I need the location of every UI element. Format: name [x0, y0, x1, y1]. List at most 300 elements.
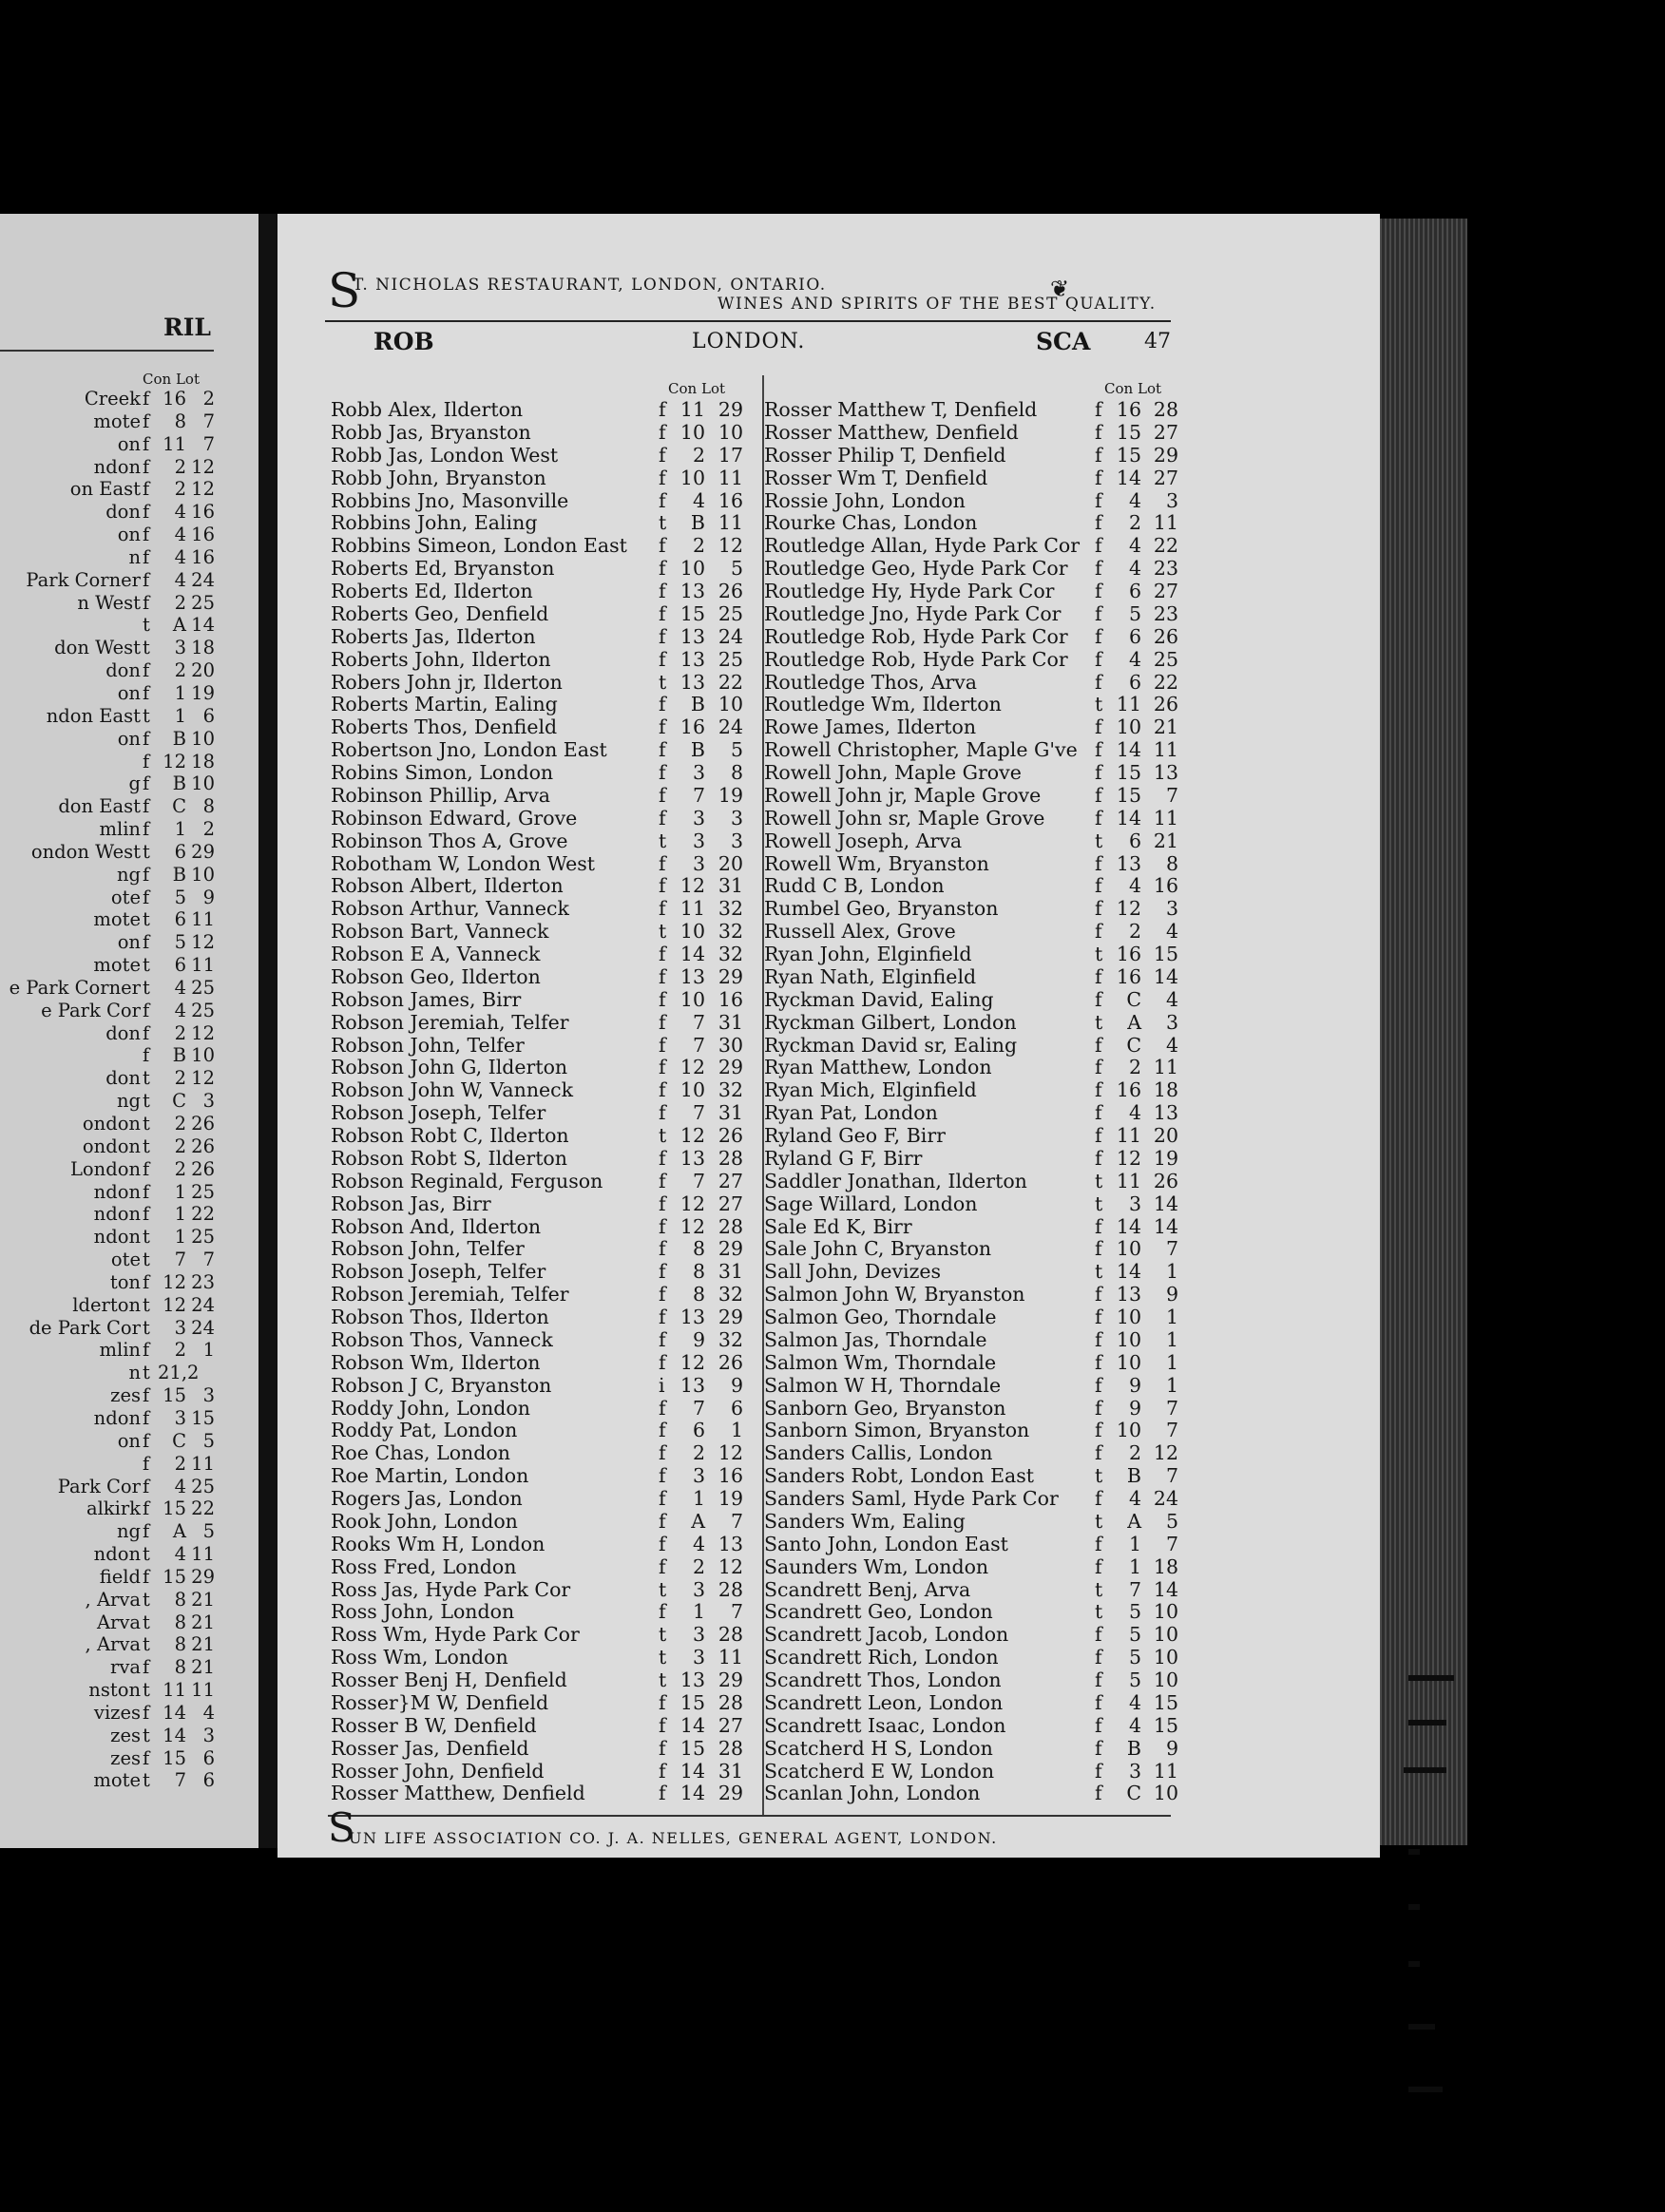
ad-dropcap: S: [328, 1804, 355, 1851]
entry-name: Robb John, Bryanston: [331, 466, 546, 489]
entry-concession: 12: [679, 874, 705, 898]
entry-name: vizes: [93, 1701, 141, 1724]
directory-entry: [764, 1396, 1178, 1421]
directory-entry: [331, 1579, 758, 1602]
entry-name: Robb Jas, Bryanston: [331, 420, 531, 444]
entry-name: Sanders Robt, London East: [764, 1464, 1035, 1488]
directory-entry: [764, 1033, 1178, 1058]
entry-tenure: f: [1095, 1033, 1102, 1057]
directory-entry: [764, 1101, 1178, 1125]
entry-concession: C: [172, 1090, 186, 1113]
entry-concession: C: [172, 1429, 186, 1452]
entry-lot: 4: [202, 1701, 215, 1724]
entry-concession: 8: [692, 1283, 705, 1306]
entry-name: Robson Joseph, Telfer: [331, 1101, 546, 1125]
entry-tenure: t: [1095, 1010, 1103, 1034]
entry-lot: 10: [718, 693, 743, 716]
directory-entry: [0, 1339, 217, 1362]
fleuron-icon: ❦: [1050, 276, 1070, 302]
directory-entry: [764, 398, 1178, 422]
entry-tenure: f: [1095, 1690, 1102, 1714]
entry-concession: 15: [163, 1497, 186, 1520]
entry-lot: 28: [718, 1623, 743, 1647]
entry-concession: 13: [1116, 1283, 1141, 1306]
entry-tenure: f: [143, 1565, 150, 1588]
entry-name: Saunders Wm, London: [764, 1554, 989, 1578]
entry-lot: 11: [718, 1646, 743, 1669]
ad-line: UN LIFE ASSOCIATION CO. J. A. NELLES, GENERAL AGENT, LONDON.: [349, 1829, 998, 1847]
entry-concession: 13: [679, 647, 705, 671]
entry-lot: 12: [718, 1554, 743, 1578]
entry-concession: 12: [163, 750, 186, 772]
entry-tenure: t: [1095, 1464, 1103, 1488]
directory-entry: [764, 1690, 1178, 1715]
entry-concession: 2: [174, 455, 186, 478]
entry-name: nston: [88, 1679, 141, 1702]
entry-tenure: f: [659, 647, 666, 671]
entry-concession: 10: [1116, 1419, 1141, 1442]
entry-name: Ryland G F, Birr: [764, 1146, 923, 1170]
entry-concession: 13: [679, 1306, 705, 1328]
entry-lot: 11: [1153, 1759, 1178, 1783]
entry-name: mote: [93, 410, 141, 432]
entry-name: Russell Alex, Grove: [764, 920, 956, 944]
lot-heading: Lot: [1138, 380, 1162, 397]
entry-tenure: f: [1095, 1736, 1102, 1760]
directory-entry: [331, 1057, 758, 1079]
entry-concession: 13: [679, 580, 705, 602]
directory-entry: [0, 1633, 217, 1656]
entry-lot: 31: [718, 1260, 743, 1284]
entry-concession: 1: [692, 1600, 705, 1624]
page-header-city: LONDON.: [692, 330, 806, 353]
entry-name: Robson Wm, Ilderton: [331, 1350, 541, 1374]
entry-tenure: t: [143, 976, 150, 999]
entry-name: Roddy Pat, London: [331, 1419, 518, 1442]
directory-entry: [0, 1566, 217, 1589]
directory-entry: [0, 659, 217, 682]
entry-concession: C: [172, 795, 186, 818]
entry-lot: 26: [718, 580, 743, 602]
entry-lot: 30: [718, 1033, 743, 1057]
entry-lot: 29: [718, 398, 743, 421]
entry-concession: 4: [174, 999, 186, 1021]
entry-lot: 15: [1153, 1690, 1178, 1714]
entry-concession: 2: [174, 1452, 186, 1475]
entry-concession: 9: [692, 1327, 705, 1351]
entry-concession: 16: [679, 715, 705, 739]
entry-tenure: f: [659, 488, 666, 512]
entry-name: Ryckman David, Ealing: [764, 987, 994, 1011]
entry-lot: 1: [1165, 1350, 1178, 1374]
entry-tenure: t: [143, 1588, 150, 1611]
entry-tenure: f: [659, 1736, 666, 1760]
directory-entry: [331, 739, 758, 762]
entry-lot: 2: [202, 388, 215, 410]
entry-concession: B: [1126, 1736, 1141, 1760]
page-number: 47: [1144, 330, 1171, 353]
entry-concession: 7: [692, 1396, 705, 1420]
entry-name: n: [128, 545, 141, 568]
directory-entry: [331, 966, 758, 989]
entry-concession: 10: [679, 987, 705, 1011]
entry-name: mlin: [99, 1339, 141, 1362]
entry-concession: 7: [692, 783, 705, 807]
entry-tenure: f: [659, 1033, 666, 1057]
directory-entry: [331, 853, 758, 876]
entry-concession: 8: [692, 1237, 705, 1261]
entry-concession: 4: [1128, 647, 1141, 671]
entry-tenure: t: [1095, 1509, 1103, 1533]
entry-concession: 5: [1128, 601, 1141, 625]
entry-concession: 4: [1128, 1713, 1141, 1737]
directory-entry: [764, 1010, 1178, 1035]
directory-entry: [764, 783, 1178, 808]
entry-name: Ryan Pat, London: [764, 1101, 938, 1125]
entry-concession: 13: [1116, 851, 1141, 875]
entry-lot: 14: [1153, 1577, 1178, 1601]
entry-lot: 28: [718, 1736, 743, 1760]
entry-tenure: f: [1095, 1350, 1102, 1374]
entry-tenure: f: [1095, 806, 1102, 830]
entry-concession: 12: [163, 1293, 186, 1316]
entry-tenure: t: [143, 1633, 150, 1656]
entry-lot: 12: [191, 1067, 215, 1090]
directory-entry: [331, 1216, 758, 1239]
directory-entry: [0, 772, 217, 795]
entry-concession: A: [1127, 1509, 1141, 1533]
directory-entry: [0, 864, 217, 887]
entry-lot: 12: [718, 1441, 743, 1465]
entry-name: Robson Robt S, Ilderton: [331, 1146, 567, 1170]
entry-concession: 16: [1116, 964, 1141, 988]
entry-lot: 1: [1165, 1306, 1178, 1328]
directory-entry: [331, 1738, 758, 1761]
directory-entry: [764, 1124, 1178, 1148]
entry-tenure: f: [143, 545, 150, 568]
directory-entry: [0, 1044, 217, 1067]
entry-concession: A: [172, 1520, 186, 1543]
entry-lot: 10: [1153, 1646, 1178, 1669]
directory-entry: [764, 488, 1178, 513]
directory-entry: [0, 818, 217, 841]
directory-entry: [0, 1090, 217, 1113]
entry-name: Robson Bart, Vanneck: [331, 920, 549, 944]
directory-entry: [331, 1193, 758, 1216]
entry-concession: 14: [679, 943, 705, 965]
entry-name: ng: [116, 863, 141, 886]
directory-entry: [764, 1646, 1178, 1669]
entry-concession: 3: [692, 1464, 705, 1488]
entry-concession: 4: [174, 524, 186, 546]
entry-tenure: f: [1095, 1554, 1102, 1578]
entry-concession: 1: [174, 818, 186, 841]
directory-entry: [764, 420, 1178, 445]
entry-tenure: f: [1095, 1056, 1102, 1079]
entry-concession: 4: [1128, 534, 1141, 558]
entry-concession: 10: [1116, 1237, 1141, 1261]
entry-concession: 14: [163, 1724, 186, 1746]
column-heads-right: [764, 378, 1173, 399]
entry-tenure: t: [659, 1124, 667, 1147]
entry-lot: 26: [1153, 624, 1178, 648]
entry-lot: 16: [191, 524, 215, 546]
entry-lot: 7: [202, 432, 215, 455]
entry-lot: 29: [718, 964, 743, 988]
entry-lot: 31: [718, 1010, 743, 1034]
directory-entry: [764, 964, 1178, 989]
entry-lot: 4: [1165, 1033, 1178, 1057]
entry-concession: 12: [679, 1214, 705, 1238]
entry-tenure: t: [659, 670, 667, 694]
entry-tenure: t: [1095, 693, 1103, 716]
entry-tenure: t: [143, 1724, 150, 1746]
entry-lot: 23: [1153, 557, 1178, 581]
directory-entry: [331, 1624, 758, 1647]
entry-tenure: f: [659, 1759, 666, 1783]
entry-lot: 28: [718, 1146, 743, 1170]
entry-concession: 13: [679, 1373, 705, 1397]
entry-name: Robson James, Birr: [331, 987, 522, 1011]
entry-tenure: f: [1095, 580, 1102, 602]
entry-concession: 4: [1128, 1101, 1141, 1125]
entry-lot: 11: [1153, 1056, 1178, 1079]
entry-lot: 13: [1153, 1101, 1178, 1125]
entry-lot: 27: [1153, 420, 1178, 444]
entry-lot: 8: [202, 795, 215, 818]
entry-lot: 3: [202, 1384, 215, 1407]
entry-lot: 12: [718, 534, 743, 558]
entry-name: Scandrett Rich, London: [764, 1646, 999, 1669]
directory-entry: [331, 1035, 758, 1058]
entry-concession: B: [172, 727, 186, 750]
entry-name: lderton: [72, 1293, 141, 1316]
entry-lot: 13: [1153, 761, 1178, 784]
entry-lot: 29: [191, 840, 215, 863]
entry-tenure: f: [1095, 964, 1102, 988]
entry-tenure: f: [659, 1056, 666, 1079]
entry-tenure: f: [659, 1350, 666, 1374]
entry-concession: 5: [1128, 1600, 1141, 1624]
entry-lot: 11: [191, 1452, 215, 1475]
entry-tenure: f: [143, 1475, 150, 1497]
entry-tenure: f: [1095, 601, 1102, 625]
entry-name: Ryckman Gilbert, London: [764, 1010, 1017, 1034]
directory-entry: [764, 1532, 1178, 1556]
directory-entry: [764, 1056, 1178, 1079]
directory-entry: [764, 1327, 1178, 1352]
entry-concession: 7: [1128, 1577, 1141, 1601]
entry-concession: 16: [1116, 1078, 1141, 1102]
entry-lot: 24: [191, 568, 215, 591]
entry-lot: 11: [1153, 806, 1178, 830]
entry-lot: 32: [718, 897, 743, 921]
entry-name: n: [128, 1362, 141, 1384]
directory-entry: [0, 887, 217, 909]
entry-tenure: t: [143, 637, 150, 659]
entry-name: ndon: [93, 1406, 141, 1429]
entry-lot: 15: [191, 1406, 215, 1429]
entry-tenure: f: [143, 772, 150, 795]
entry-concession: 6: [1128, 829, 1141, 852]
directory-entry: [331, 1488, 758, 1511]
entry-lot: 7: [730, 1600, 743, 1624]
entry-lot: 9: [1165, 1736, 1178, 1760]
entry-tenure: f: [1095, 1713, 1102, 1737]
entry-name: Arva: [96, 1611, 141, 1633]
entry-name: mote: [93, 908, 141, 931]
entry-name: Sage Willard, London: [764, 1192, 978, 1215]
entry-concession: 4: [174, 545, 186, 568]
entry-name: Roddy John, London: [331, 1396, 530, 1420]
entry-concession: 3: [174, 637, 186, 659]
entry-name: Creek: [84, 388, 141, 410]
entry-lot: 12: [1153, 1441, 1178, 1465]
entry-concession: 2: [692, 443, 705, 467]
entry-concession: 2: [174, 1157, 186, 1180]
entry-lot: 28: [1153, 398, 1178, 421]
directory-entry: [331, 1352, 758, 1375]
directory-entry: [764, 943, 1178, 966]
entry-lot: 7: [730, 1509, 743, 1533]
entry-concession: 3: [692, 806, 705, 830]
directory-entry: [764, 557, 1178, 581]
entry-tenure: f: [1095, 1396, 1102, 1420]
entry-lot: 15: [1153, 943, 1178, 965]
entry-concession: 5: [1128, 1623, 1141, 1647]
directory-entry: [0, 908, 217, 931]
entry-lot: 16: [718, 1464, 743, 1488]
directory-entry: [331, 1012, 758, 1035]
entry-name: on: [117, 727, 141, 750]
entry-tenure: f: [143, 478, 150, 501]
directory-entry: [331, 672, 758, 695]
entry-name: Sall John, Devizes: [764, 1260, 942, 1284]
directory-entry: [0, 1725, 217, 1747]
entry-tenure: f: [659, 1283, 666, 1306]
page-header-left: ROB: [373, 328, 434, 355]
directory-entry: [331, 467, 758, 490]
entry-tenure: f: [659, 943, 666, 965]
entry-concession: B: [690, 738, 705, 762]
entry-concession: 7: [174, 1769, 186, 1792]
entry-lot: 10: [1153, 1782, 1178, 1805]
entry-name: Robson And, Ilderton: [331, 1214, 542, 1238]
entry-name: Robinson Thos A, Grove: [331, 829, 568, 852]
entry-tenure: t: [143, 908, 150, 931]
con-heading: Con: [668, 380, 698, 397]
entry-name: ondon West: [30, 840, 141, 863]
entry-lot: 27: [718, 1169, 743, 1192]
directory-entry: [331, 626, 758, 649]
entry-tenure: f: [1095, 557, 1102, 581]
directory-entry: [0, 1362, 217, 1384]
entry-tenure: f: [143, 818, 150, 841]
directory-entry: [764, 1237, 1178, 1261]
entry-tenure: t: [143, 954, 150, 977]
entry-name: Salmon W H, Thorndale: [764, 1373, 1002, 1397]
entry-concession: B: [690, 511, 705, 535]
entry-name: zes: [110, 1746, 141, 1769]
entry-name: Rosser Matthew, Denfield: [331, 1782, 585, 1805]
entry-concession: 4: [692, 488, 705, 512]
entry-concession: 14: [163, 1701, 186, 1724]
entry-name: ondon: [82, 1113, 141, 1135]
entry-tenure: t: [143, 1135, 150, 1157]
entry-tenure: f: [143, 524, 150, 546]
entry-name: Rosser John, Denfield: [331, 1759, 545, 1783]
entry-lot: 24: [191, 1293, 215, 1316]
entry-tenure: t: [143, 1090, 150, 1113]
entry-lot: 18: [191, 637, 215, 659]
entry-concession: 4: [1128, 557, 1141, 581]
entry-tenure: f: [659, 1192, 666, 1215]
entry-lot: 28: [718, 1690, 743, 1714]
entry-lot: 32: [718, 920, 743, 944]
directory-entry: [764, 1169, 1178, 1193]
entry-lot: 19: [718, 783, 743, 807]
entry-lot: 14: [191, 614, 215, 637]
entry-lot: 15: [1153, 1713, 1178, 1737]
entry-name: Salmon Geo, Thorndale: [764, 1306, 997, 1328]
entry-lot: 27: [1153, 466, 1178, 489]
entry-name: ng: [116, 1520, 141, 1543]
directory-entry: [764, 738, 1178, 762]
directory-entry: [331, 1534, 758, 1556]
directory-entry: [331, 1669, 758, 1692]
entry-lot: 28: [718, 1577, 743, 1601]
entry-tenure: f: [659, 1078, 666, 1102]
entry-name: Scanlan John, London: [764, 1782, 981, 1805]
directory-entry: [764, 715, 1178, 739]
entry-name: Robins Simon, London: [331, 761, 554, 784]
entry-tenure: t: [143, 1362, 150, 1384]
entry-tenure: t: [143, 1249, 150, 1271]
entry-tenure: t: [143, 1543, 150, 1566]
entry-tenure: f: [659, 1464, 666, 1488]
entry-lot: 3: [202, 1724, 215, 1746]
directory-entry: [331, 603, 758, 626]
entry-name: Robson Jeremiah, Telfer: [331, 1010, 569, 1034]
entry-name: Rowell John sr, Maple Grove: [764, 806, 1045, 830]
entry-concession: 12: [1116, 897, 1141, 921]
entry-name: Routledge Hy, Hyde Park Cor: [764, 580, 1055, 602]
entry-lot: 20: [191, 659, 215, 682]
entry-tenure: f: [1095, 1419, 1102, 1442]
entry-lot: 29: [718, 1306, 743, 1328]
entry-name: Salmon Wm, Thorndale: [764, 1350, 997, 1374]
entry-lot: 14: [1153, 1214, 1178, 1238]
entry-lot: 27: [718, 1713, 743, 1737]
entry-concession: 12: [679, 1192, 705, 1215]
entry-concession: 10: [1116, 1306, 1141, 1328]
entry-concession: 7: [692, 1101, 705, 1125]
entry-lot: 29: [718, 1056, 743, 1079]
entry-name: g: [128, 772, 141, 795]
entry-concession: A: [172, 614, 186, 637]
entry-name: Roberts Thos, Denfield: [331, 715, 558, 739]
entry-concession: 2: [692, 1441, 705, 1465]
entry-name: Robson Arthur, Vanneck: [331, 897, 569, 921]
entry-tenure: f: [1095, 1124, 1102, 1147]
directory-entry: [0, 501, 217, 524]
entry-tenure: t: [659, 829, 667, 852]
entry-tenure: f: [1095, 715, 1102, 739]
entry-lot: 27: [718, 1192, 743, 1215]
ad-line-1: T. NICHOLAS RESTAURANT, LONDON, ONTARIO.: [353, 276, 827, 295]
entry-tenure: f: [659, 420, 666, 444]
entry-lot: 5: [202, 1429, 215, 1452]
